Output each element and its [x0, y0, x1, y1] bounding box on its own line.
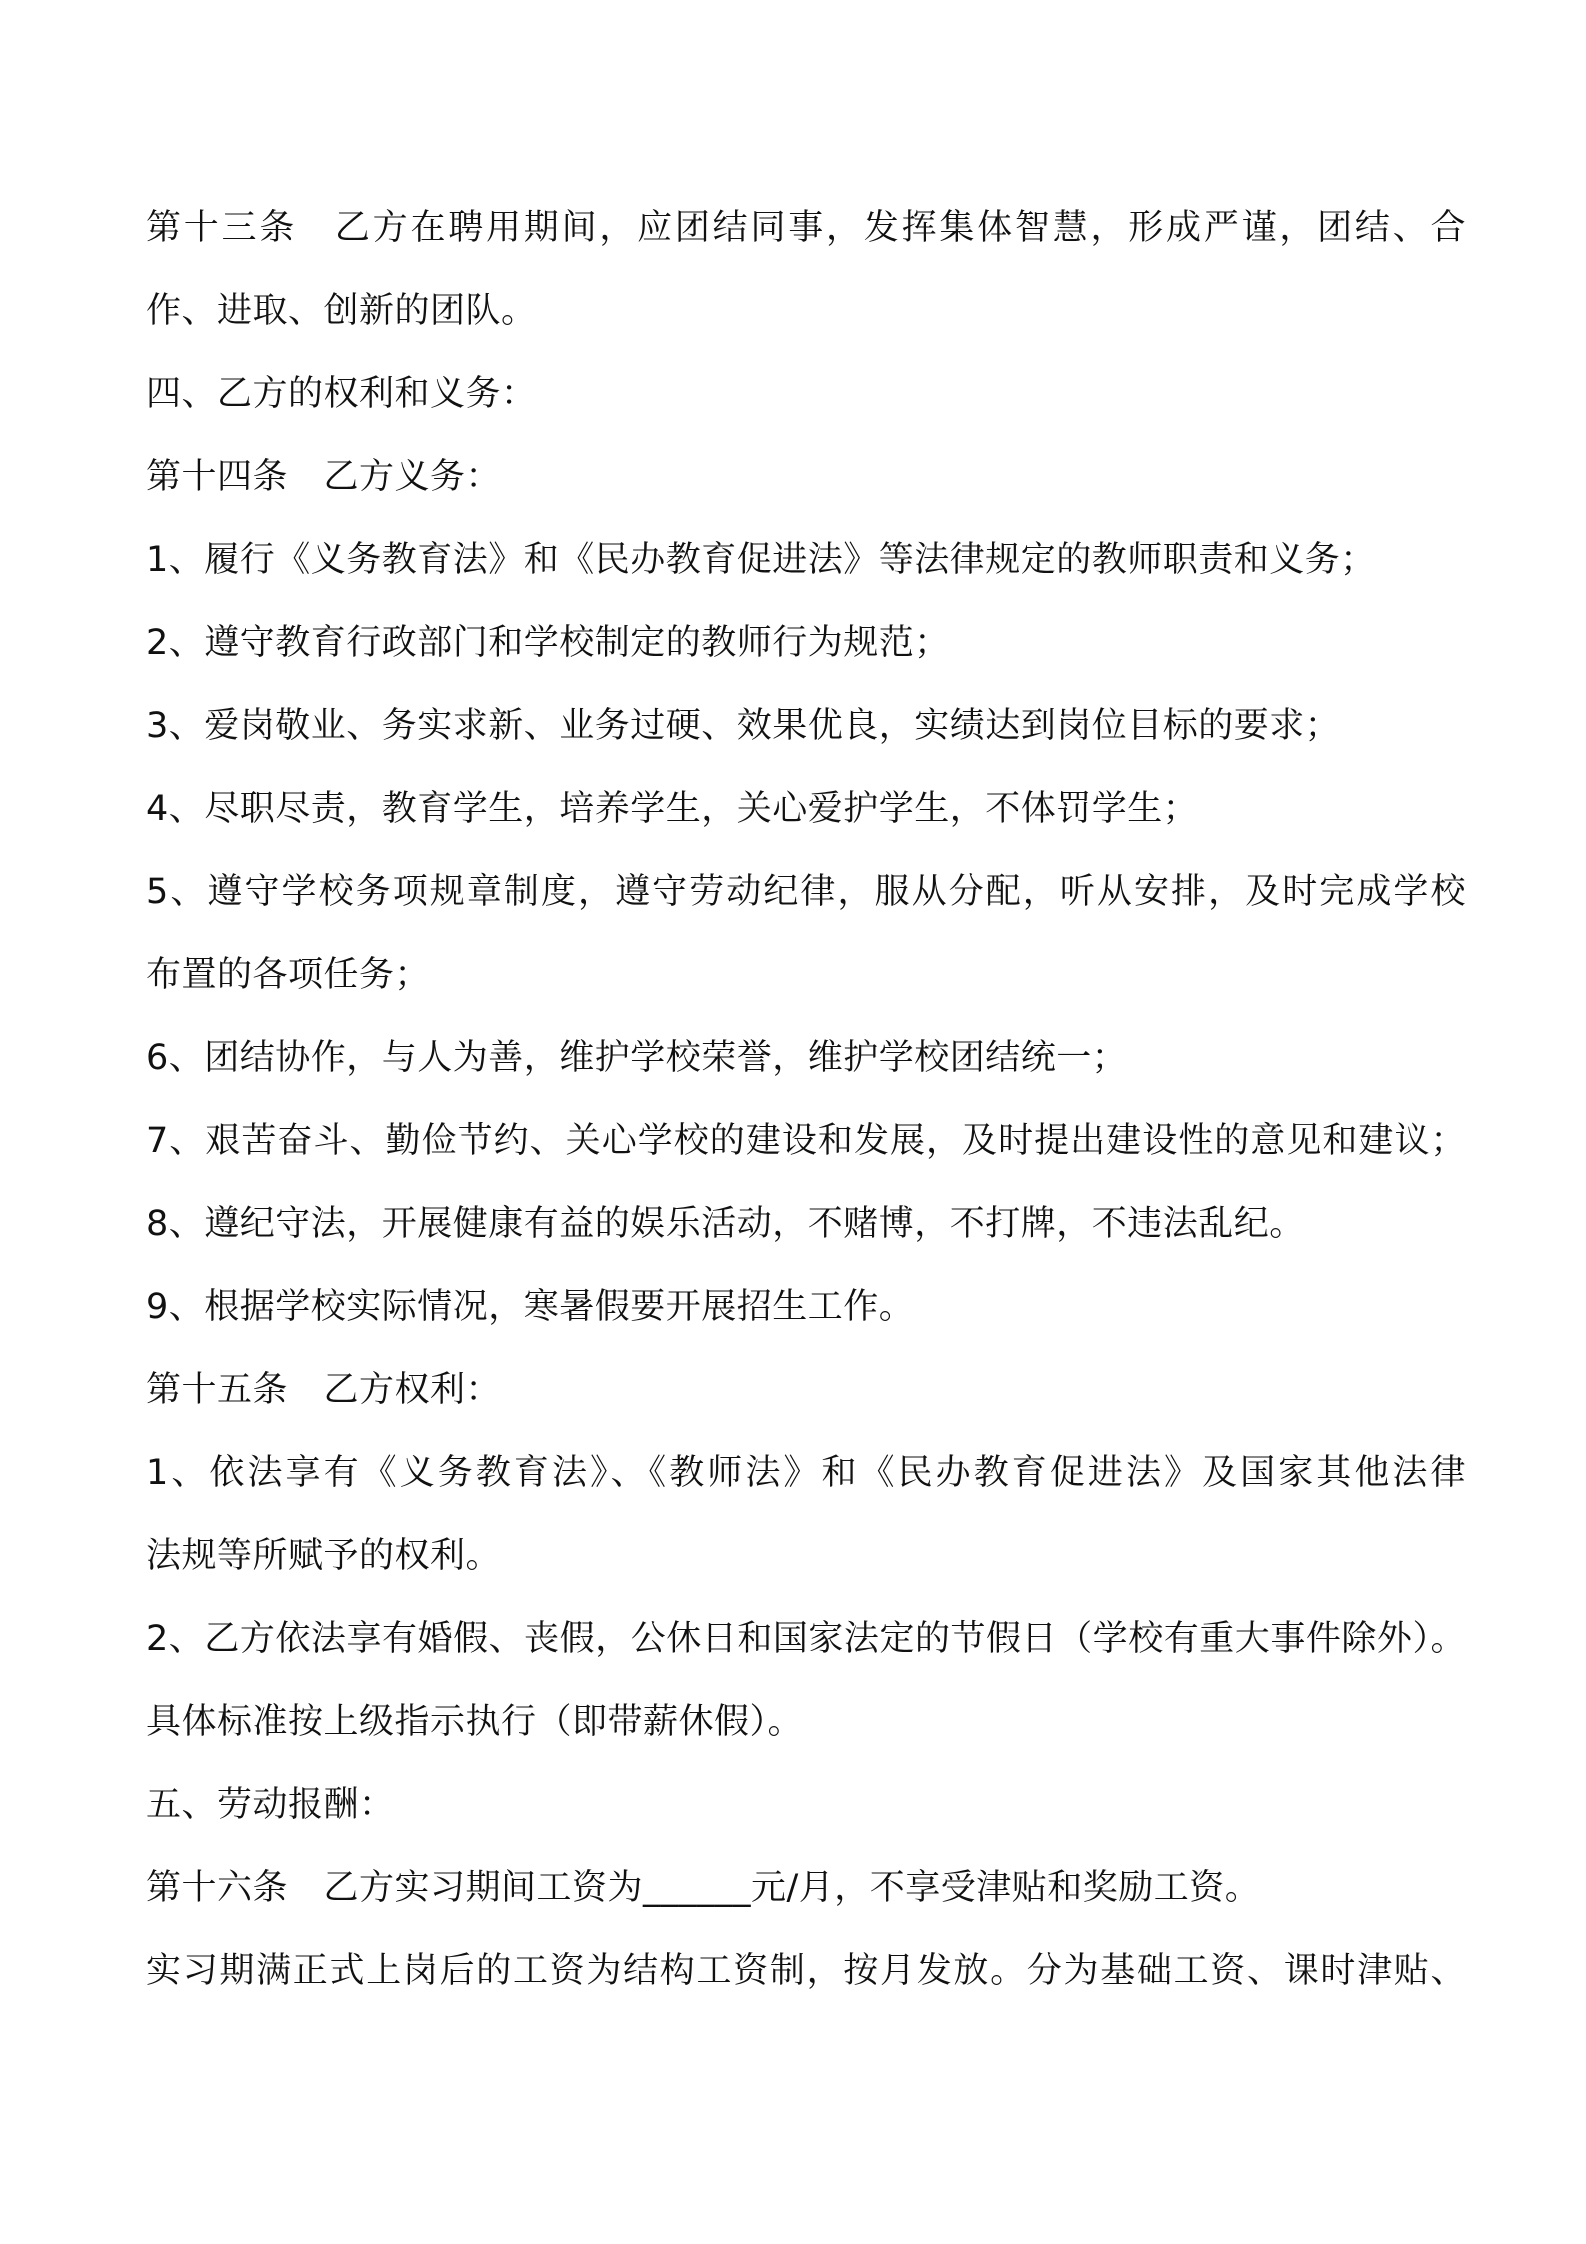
section-4-heading: 四、乙方的权利和义务： — [146, 374, 537, 414]
duty-item-9: 9、根据学校实际情况，寒暑假要开展招生工作。 — [146, 1287, 915, 1327]
duty-item-5-line-2: 布置的各项任务； — [146, 955, 431, 995]
duty-item-5-line-1: 5、遵守学校务项规章制度，遵守劳动纪律，服从分配，听从安排，及时完成学校 — [146, 872, 1466, 912]
section-5-heading: 五、劳动报酬： — [146, 1785, 395, 1825]
duty-item-3: 3、爱岗敬业、务实求新、业务过硬、效果优良，实绩达到岗位目标的要求； — [146, 706, 1341, 746]
article-16-line-2: 实习期满正式上岗后的工资为结构工资制，按月发放。分为基础工资、课时津贴、 — [146, 1951, 1466, 1991]
duty-item-8: 8、遵纪守法，开展健康有益的娱乐活动，不赌博，不打牌，不违法乱纪。 — [146, 1204, 1305, 1244]
article-13-line-2: 作、进取、创新的团队。 — [146, 291, 537, 331]
article-16-line-1: 第十六条 乙方实习期间工资为______元/月，不享受津贴和奖励工资。 — [146, 1868, 1261, 1908]
right-item-1-line-2: 法规等所赋予的权利。 — [146, 1536, 502, 1576]
right-item-2-line-2: 具体标准按上级指示执行（即带薪休假）。 — [146, 1702, 804, 1742]
article-15-heading: 第十五条 乙方权利： — [146, 1370, 502, 1410]
duty-item-6: 6、团结协作，与人为善，维护学校荣誉，维护学校团结统一； — [146, 1038, 1128, 1078]
duty-item-2: 2、遵守教育行政部门和学校制定的教师行为规范； — [146, 623, 950, 663]
article-13-line-1: 第十三条 乙方在聘用期间，应团结同事，发挥集体智慧，形成严谨，团结、合 — [146, 208, 1466, 248]
article-14-heading: 第十四条 乙方义务： — [146, 457, 502, 497]
duty-item-7: 7、艰苦奋斗、勤俭节约、关心学校的建设和发展，及时提出建设性的意见和建议； — [146, 1121, 1466, 1161]
right-item-2-line-1: 2、乙方依法享有婚假、丧假，公休日和国家法定的节假日（学校有重大事件除外）。 — [146, 1619, 1466, 1659]
duty-item-1: 1、履行《义务教育法》和《民办教育促进法》等法律规定的教师职责和义务； — [146, 540, 1376, 580]
right-item-1-line-1: 1、依法享有《义务教育法》、《教师法》和《民办教育促进法》及国家其他法律 — [146, 1453, 1466, 1493]
duty-item-4: 4、尽职尽责，教育学生，培养学生，关心爱护学生，不体罚学生； — [146, 789, 1199, 829]
